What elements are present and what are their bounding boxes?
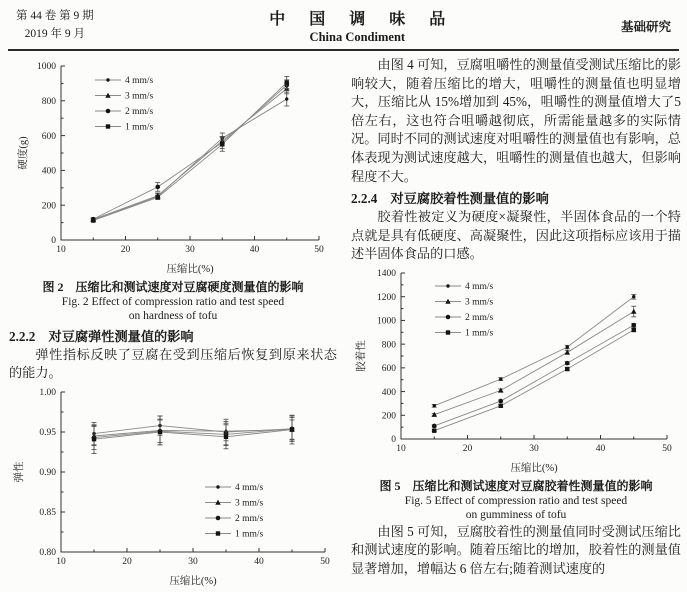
svg-text:1400: 1400 — [377, 269, 396, 280]
svg-text:压缩比(%): 压缩比(%) — [510, 463, 558, 475]
svg-text:400: 400 — [41, 166, 56, 177]
svg-text:1200: 1200 — [377, 293, 396, 304]
svg-text:600: 600 — [381, 364, 396, 375]
svg-text:400: 400 — [381, 387, 396, 398]
svg-text:弹性: 弹性 — [14, 461, 25, 483]
svg-text:1.00: 1.00 — [39, 388, 56, 399]
svg-text:2 mm/s: 2 mm/s — [465, 313, 494, 324]
journal-title-cn: 中 国 调 味 品 — [269, 11, 456, 28]
fig5-caption-cn: 图 5 压缩比和测试速度对豆腐胶着性测量值的影响 — [379, 479, 653, 494]
svg-text:30: 30 — [529, 444, 539, 455]
svg-text:50: 50 — [662, 444, 672, 455]
two-column-body — [0, 56, 687, 589]
svg-text:200: 200 — [41, 201, 56, 212]
svg-text:压缩比(%): 压缩比(%) — [169, 575, 217, 587]
section-label: 基础研究 — [620, 19, 671, 34]
section-2-2-2-heading: 2.2.2 对豆腐弹性测量值的影响 — [9, 328, 194, 344]
svg-text:1 mm/s: 1 mm/s — [235, 529, 264, 540]
svg-text:40: 40 — [249, 245, 260, 255]
svg-text:30: 30 — [188, 556, 198, 567]
fig2-caption-cn: 图 2 压缩比和测试速度对豆腐硬度测量值的影响 — [42, 280, 304, 294]
gumminess-paragraph: 由图 5 可知，豆腐胶着性的测量值同时受测试压缩比和测试速度的影响。随着压缩比的增加，胶着性的测量值显著增加，增幅达 6 倍左右;随着测试速度的 — [351, 523, 681, 577]
svg-text:4 mm/s: 4 mm/s — [235, 483, 264, 494]
svg-text:20: 20 — [120, 245, 131, 255]
svg-text:1000: 1000 — [37, 62, 56, 73]
fig5-caption-en-line1: Fig. 5 Effect of compression ratio and test speed — [404, 495, 628, 508]
section-2-2-2-paragraph: 弹性指标反映了豆腐在受到压缩后恢复到原来状态的能力。 — [9, 346, 337, 381]
issue-info — [16, 8, 94, 44]
fig2-caption-en-line1: Fig. 2 Effect of compression ratio and test speed — [61, 296, 285, 308]
springiness-chart — [9, 383, 337, 589]
svg-text:200: 200 — [381, 411, 396, 422]
fig2-caption-en-line2: on hardness of tofu — [128, 310, 218, 323]
svg-text:1 mm/s: 1 mm/s — [465, 328, 494, 339]
svg-text:20: 20 — [462, 444, 473, 455]
svg-text:800: 800 — [381, 340, 396, 351]
issue-date: 2019 年 9 月 — [24, 27, 85, 40]
right-column — [351, 56, 681, 589]
svg-text:0: 0 — [391, 435, 396, 446]
svg-text:硬度(g): 硬度(g) — [18, 136, 29, 170]
hardness-chart — [13, 56, 333, 277]
section-2-2-4-heading: 2.2.4 对豆腐胶着性测量值的影响 — [351, 191, 549, 207]
svg-text:1000: 1000 — [377, 316, 396, 327]
svg-text:10: 10 — [396, 444, 406, 455]
svg-text:3 mm/s: 3 mm/s — [235, 498, 264, 509]
svg-text:30: 30 — [185, 245, 195, 255]
svg-text:20: 20 — [122, 556, 132, 567]
gumminess-chart — [351, 264, 681, 476]
svg-text:3 mm/s: 3 mm/s — [125, 91, 154, 102]
svg-text:4 mm/s: 4 mm/s — [125, 76, 154, 87]
section-2-2-4-paragraph: 胶着性被定义为硬度×凝聚性，半固体食品的一个特点就是具有低硬度、高凝聚性，因此这项指标应该用于描述半固体食品的口感。 — [351, 209, 681, 262]
svg-text:40: 40 — [595, 444, 606, 455]
svg-text:0.90: 0.90 — [39, 468, 56, 479]
header-rule — [8, 49, 679, 51]
fig5-caption-en-line2: on gumminess of tofu — [465, 509, 567, 522]
svg-text:0.85: 0.85 — [39, 508, 56, 519]
svg-text:2 mm/s: 2 mm/s — [235, 514, 264, 525]
svg-text:50: 50 — [314, 245, 324, 255]
svg-text:40: 40 — [254, 556, 264, 567]
left-column — [9, 56, 337, 589]
svg-text:800: 800 — [41, 97, 56, 107]
svg-text:2 mm/s: 2 mm/s — [125, 107, 154, 118]
volume-issue: 第 44 卷 第 9 期 — [16, 9, 94, 22]
chewiness-paragraph: 由图 4 可知，豆腐咀嚼性的测量值受测试压缩比的影响较大，随着压缩比的增大，咀嚼性的测量值也明显增大，压缩比从 15%增加到 45%，咀嚼性的测量值增大了5 倍左右，这也符合咀嚼越彻底，所需能量越多的实际情况。同时不同的测试速度对咀嚼性的测量值也有影响，总体表现为测试速度越大，咀嚼性的测量值也越大，但影响程度不大。 — [351, 57, 681, 184]
svg-text:10: 10 — [56, 556, 66, 567]
svg-text:3 mm/s: 3 mm/s — [465, 297, 494, 308]
svg-text:50: 50 — [320, 556, 330, 567]
svg-text:0.80: 0.80 — [39, 548, 56, 559]
svg-text:600: 600 — [41, 131, 56, 142]
svg-text:0.95: 0.95 — [39, 428, 56, 439]
journal-title-en: China Condiment — [309, 30, 406, 44]
journal-title-block — [94, 6, 621, 45]
svg-text:0: 0 — [51, 236, 56, 247]
svg-text:压缩比(%): 压缩比(%) — [166, 264, 214, 275]
page-header — [0, 0, 687, 45]
svg-text:胶着性: 胶着性 — [356, 340, 367, 372]
svg-text:10: 10 — [56, 245, 66, 255]
svg-text:4 mm/s: 4 mm/s — [465, 282, 494, 293]
svg-text:1 mm/s: 1 mm/s — [125, 122, 154, 133]
